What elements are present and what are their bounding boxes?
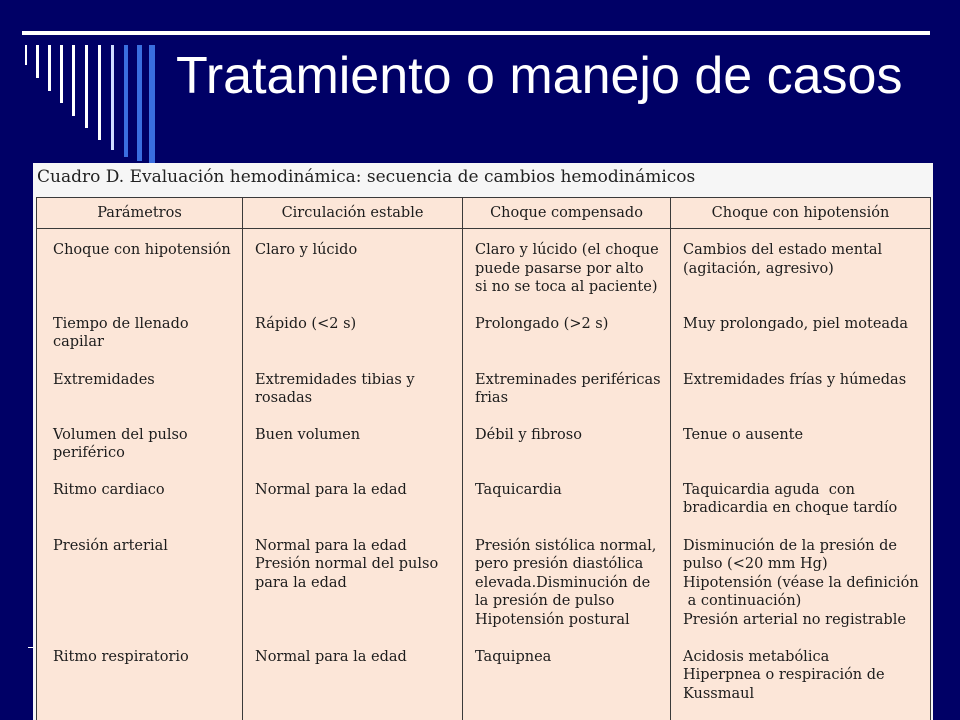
table-cell-compensated: Débil y fibroso (463, 414, 671, 469)
slide-title: Tratamiento o manejo de casos (176, 47, 903, 105)
header-compensated-shock: Choque compensado (463, 198, 671, 229)
header-hypotensive-shock: Choque con hipotensión (671, 198, 931, 229)
decorative-bar (60, 45, 63, 103)
table-cell-hypotensive: Extremidades frías y húmedas (683, 371, 907, 388)
table-row (37, 229, 931, 303)
table-header-row (37, 198, 931, 229)
table-cell-hypotensive: Acidosis metabólica Hiperpnea o respiración de Kussmaul (683, 648, 885, 702)
decorative-bar (48, 45, 51, 91)
table-row (37, 469, 931, 525)
table-row (37, 636, 931, 720)
table-cell-parameter: Choque con hipotensión (37, 229, 243, 303)
decorative-bar (36, 45, 39, 78)
table-cell-parameter: Volumen del pulso periférico (37, 414, 243, 469)
hemodynamic-table (36, 197, 931, 720)
table-cell-hypotensive: Tenue o ausente (683, 426, 804, 443)
table-cell-stable: Normal para la edad Presión normal del pulso para la edad (243, 525, 463, 636)
table-cell-parameter: Tiempo de llenado capilar (37, 303, 243, 359)
table-cell-stable: Buen volumen (243, 414, 463, 469)
table-cell-compensated: Taquipnea (463, 636, 671, 720)
table-cell-hypotensive: Disminución de la presión de pulso (<20 mm Hg) Hipotensión (véase la definición a continuación) Presión arterial no registrable (683, 537, 919, 628)
decorative-bar (124, 45, 128, 157)
table-cell-stable: Normal para la edad (243, 636, 463, 720)
table-row (37, 414, 931, 469)
table-cell-stable: Extremidades tibias y rosadas (243, 359, 463, 414)
header-stable-circulation: Circulación estable (243, 198, 463, 229)
table-cell-stable: Rápido (<2 s) (243, 303, 463, 359)
table-cell-compensated: Extreminades periféricas frias (463, 359, 671, 414)
decorative-bar (72, 45, 75, 116)
table-cell-compensated: Presión sistólica normal, pero presión diastólica elevada.Disminución de la presión de pulso Hipotensión postural (463, 525, 671, 636)
table-caption: Cuadro D. Evaluación hemodinámica: secuencia de cambios hemodinámicos (37, 167, 696, 187)
table-cell-parameter: Presión arterial (37, 525, 243, 636)
table-cell-parameter: Ritmo respiratorio (37, 636, 243, 720)
table-row (37, 359, 931, 414)
table-cell-compensated: Taquicardia (463, 469, 671, 525)
top-horizontal-rule (22, 31, 930, 35)
decorative-bar (111, 45, 114, 150)
table-cell-hypotensive: Muy prolongado, piel moteada (683, 315, 908, 332)
hemodynamic-table-figure (33, 163, 933, 720)
decorative-bar (149, 45, 155, 163)
header-parameters: Parámetros (37, 198, 243, 229)
table-cell-compensated: Prolongado (>2 s) (463, 303, 671, 359)
table-cell-compensated: Claro y lúcido (el choque puede pasarse por alto si no se toca al paciente) (463, 229, 671, 303)
decorative-bar (98, 45, 101, 140)
table-cell-hypotensive: Cambios del estado mental (agitación, agresivo) (683, 242, 883, 277)
table-row (37, 525, 931, 636)
table-cell-parameter: Ritmo cardiaco (37, 469, 243, 525)
decorative-bar (85, 45, 88, 128)
table-row (37, 303, 931, 359)
table-cell-stable: Normal para la edad (243, 469, 463, 525)
decorative-bar (25, 45, 27, 65)
table-cell-parameter: Extremidades (37, 359, 243, 414)
table-cell-stable: Claro y lúcido (243, 229, 463, 303)
decorative-bar (137, 45, 142, 161)
table-cell-hypotensive: Taquicardia aguda con bradicardia en choque tardío (683, 481, 898, 516)
